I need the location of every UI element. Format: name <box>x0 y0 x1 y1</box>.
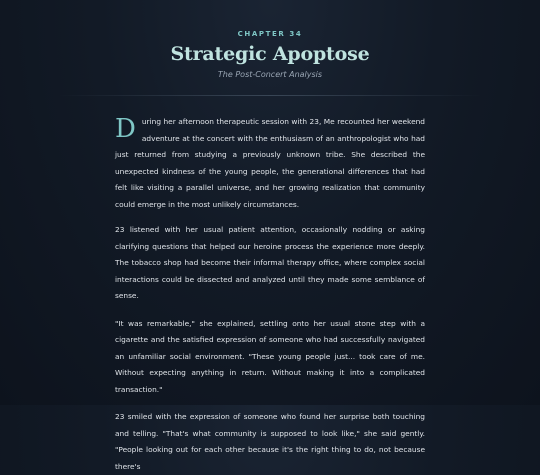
paragraph-3: "It was remarkable," she explained, settling onto her usual stone step with a cigarette and the satisfied expression of someone who had successfully navigated an unfamiliar social environment. "These young people just... took care of me. Without expecting anything in return. Without making it into a complicated transaction." <box>115 318 425 394</box>
drop-cap: D <box>115 114 136 144</box>
header-divider <box>58 95 482 96</box>
chapter-subtitle: The Post-Concert Analysis <box>217 70 323 79</box>
chapter-number: CHAPTER 34 <box>237 30 303 38</box>
chapter-header <box>0 0 540 80</box>
chapter-title: Strategic Apoptose <box>170 43 370 65</box>
paragraph-1 <box>115 114 425 213</box>
paragraph-4: 23 smiled with the expression of someone who found her surprise both touching and telling. "That's what community is supposed to look like," she said gently. "People looking out for each other because it's the right thing to do, not because there's <box>115 412 425 471</box>
paragraph-2: 23 listened with her usual patient attention, occasionally nodding or asking clarifying questions that helped our heroine process the experience more deeply. The tobacco shop had become their informal therapy office, where complex social interactions could be dissected and analyzed until they made some semblance of sense. <box>115 225 425 300</box>
chapter-body <box>115 114 425 475</box>
paragraph-1-text: uring her afternoon therapeutic session with 23, Me recounted her weekend adventure at the concert with the enthusiasm of an anthropologist who had just returned from studying a previously unknown tribe. She described the unexpected kindness of the young people, the generational differences that had felt like visiting a parallel universe, and her growing realization that community could emerge in the most unlikely circumstances. <box>115 117 425 209</box>
